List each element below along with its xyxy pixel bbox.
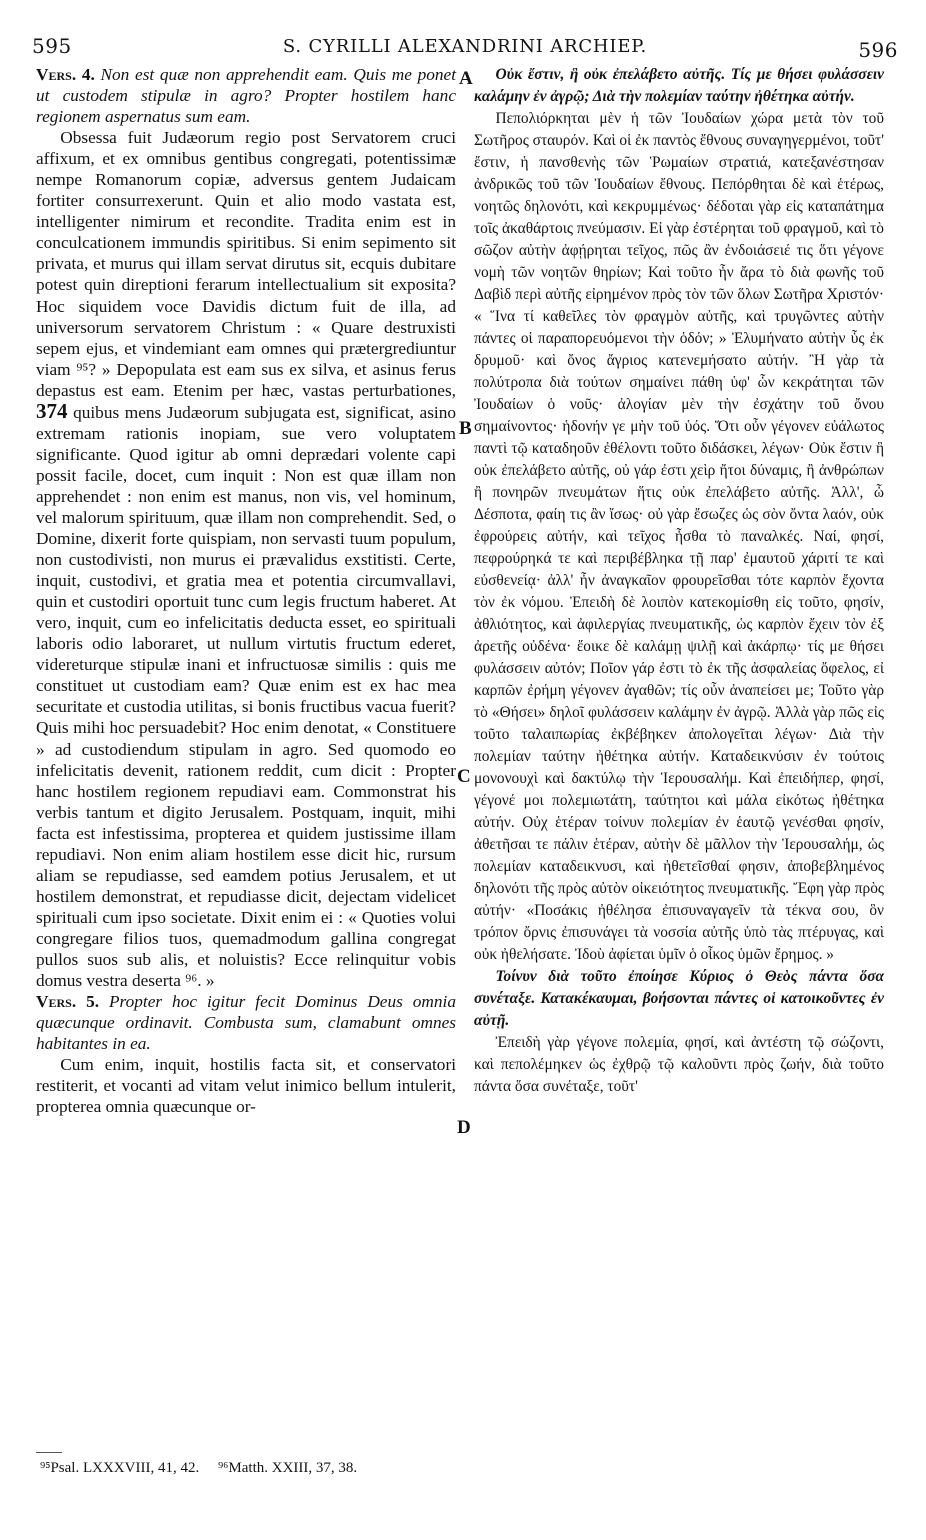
page-number-right: 596 bbox=[858, 38, 898, 62]
latin-paragraph-2: Cum enim, inquit, hostilis facta sit, et conservatori restiterit, et vocanti ad vitam velut inimico bellum intulerit, propterea omnia quæcunque or- bbox=[36, 1055, 456, 1117]
greek-paragraph-2: Ἐπειδὴ γὰρ γέγονε πολεμία, φησί, καὶ ἀντέστη τῷ σώζοντι, καὶ πεπολέμηκεν ὡς ἐχθρῷ τῷ καλοῦντι πρὸς ζωήν, διὰ τοῦτο πάντα ὅσα συνέταξε, τοῦτ' bbox=[474, 1034, 884, 1095]
column-number: 374 bbox=[36, 398, 68, 423]
footnotes bbox=[40, 1460, 640, 1477]
latin-verse-5 bbox=[36, 991, 456, 1054]
latin-paragraph-1 bbox=[36, 127, 456, 991]
greek-heading-2: Τοίνυν διὰ τοῦτο ἐποίησε Κύριος ὁ Θεὸς πάντα ὅσα συνέταξε. Κατακέκαυμαι, βοήσονται πάντες οἱ κατοικοῦντες ἐν αὐτῇ. bbox=[474, 968, 884, 1029]
margin-letter-c: C bbox=[457, 766, 471, 787]
footnote-95: Psal. LXXXVIII, 41, 42. bbox=[50, 1460, 200, 1476]
footnote-96: Matth. XXIII, 37, 38. bbox=[228, 1460, 358, 1476]
greek-column bbox=[474, 64, 884, 1098]
margin-letter-b: B bbox=[459, 418, 472, 439]
greek-heading-1: Οὐκ ἔστιν, ἣ οὐκ ἐπελάβετο αὐτῆς. Τίς με θήσει φυλάσσειν καλάμην ἐν ἀγρῷ; Διὰ τὴν πολεμίαν ταύτην ἠθέτηκα αὐτήν. bbox=[474, 66, 884, 105]
page-number-left: 595 bbox=[32, 34, 72, 58]
latin-p1-text: Obsessa fuit Judæorum regio post Servatorem cruci affixum, et ex omnibus gentibus congregati, potentissimæ nempe Romanorum copiæ, adversus gentem Judaicam fortiter consurrexerunt. Quin et alio modo vastata est, intelligenter nimirum et recondite. Tradita enim est in conculcationem immundis spiritibus. Si enim sepimento sit privata, et murus qui illam servat dirutus sit, ecquis dubitare potest quin direptioni ferarum intellectualium sit exposita? Hoc siquidem voce Davidis dictum fuit de illa, ad universorum servatorem Christum : « Quare destruxisti sepem ejus, et vindemiant eam omnes qui prætergrediuntur viam ⁹⁵? » Depopulata est eam sus ex silva, et asinus ferus depastus est eam. Etenim per hæc, vastas perturbationes, bbox=[36, 128, 456, 400]
verse-4-label: Vers. 4. bbox=[36, 65, 95, 84]
verse-4-text: Non est quæ non apprehendit eam. Quis me ponet ut custodem stipulæ in agro? Propter hostilem hanc regionem aspernatus sum eam. bbox=[36, 65, 456, 127]
verse-5-text: Propter hoc igitur fecit Dominus Deus omnia quæcunque ordinavit. Combusta sum, clamabunt omnes habitantes in ea. bbox=[36, 992, 456, 1054]
verse-5-label: Vers. 5. bbox=[36, 992, 100, 1012]
margin-letter-a: A bbox=[459, 68, 473, 89]
running-title: S. CYRILLI ALEXANDRINI ARCHIEP. bbox=[282, 36, 648, 57]
latin-verse-4 bbox=[36, 64, 456, 127]
margin-letter-d: D bbox=[457, 1117, 471, 1138]
page-header bbox=[28, 34, 902, 62]
footnote-95-mark: ⁹⁵ bbox=[40, 1460, 51, 1476]
latin-p1b-text: quibus mens Judæorum subjugata est, significat, asino extremam rationis inopiam, sue vero voluptatem significante. Quod igitur ab omni deprædari volente capi possit facile, docet, cum inquit : Non est quæ illam non apprehendet : non enim est manus, non vis, vel hominum, vel malorum spirituum, quæ illam non comprehendit. Sed, o Domine, dixerit forte quispiam, non servasti tuum populum, non custodivisti, non murus ei prævalidus exstitisti. Certe, inquit, custodivi, et gratia mea et potentia circumvallavi, quin et custodiri oportuit tunc cum legis fructum haberet. At vero, inquit, cum eo infelicitatis deducta esset, eo spirituali laboris odio laboraret, ut nullum virtutis fructum ederet, videreturque stipulæ inani et infructuosæ similis : quis me constituet ut custodiam eam? Quæ enim est ex hac mea securitate et custodia utilitas, si bonis fructibus vacua fuerit? Quis mihi hoc persuadebit? Hoc enim denotat, « Constituere » ad custodiendum stipulam in agro. Sed quomodo eo infelicitatis devenit, rationem reddit, cum dicit : Propter hanc hostilem regionem repudiavi eam. Commonstrat his verbis tantum et digito Jerusalem. Postquam, inquit, mihi facta est infestissima, propterea et quidem justissime illam repudiavi. Non enim aliam hostilem esse dicit hic, rursum aliam se repudiasse, sed eamdem potius Jerusalem, et ut hostilem demonstrat, et repudiasse dicit, dejectam videlicet spirituali cum ipso societate. Dixit enim ei : « Quoties volui congregare filios tuos, quemadmodum gallina congregat pullos suos sub alis, et noluistis? Ecce relinquitur vobis domus vestra deserta ⁹⁶. » bbox=[36, 402, 456, 991]
footnote-96-mark: ⁹⁶ bbox=[217, 1460, 229, 1476]
latin-column bbox=[36, 64, 456, 1117]
greek-paragraph-1: Πεπολιόρκηται μὲν ἡ τῶν Ἰουδαίων χώρα μετὰ τὸν τοῦ Σωτῆρος σταυρόν. Καὶ οἱ ἐκ παντὸς ἔθνους συναγηγερμένοι, τοῦτ' ἔστιν, ἡ πανσθενὴς τῶν Ῥωμαίων στρατιά, κατεξανέστησαν ἀνδρικῶς τοῦ τῶν Ἰουδαίων ἔθνους. Πεπόρθηται δὲ καὶ ἑτέρως, νοητῶς δηλονότι, καὶ κεκρυμμένως· δέδοται γὰρ εἰς καταπάτημα τοῖς ἀκαθάρτοις πνεύμασιν. Εἰ γὰρ ἐστέρηται τοῦ φραγμοῦ, καὶ τὸ σῶζον αὐτὴν ἀφῄρηται τεῖχος, πῶς ἂν ἐνδοιάσειέ τις ὅτι γέγονε νομὴ τῶν νοητῶν θηρίων; Καὶ τοῦτο ἦν ἄρα τὸ διὰ φωνῆς τοῦ Δαβὶδ περὶ αὐτῆς εἰρημένον πρὸς τὸν τῶν ὅλων Σωτῆρα Χριστόν· « Ἵνα τί καθεῖλες τὸν φραγμὸν αὐτῆς, καὶ τρυγῶντες αὐτὴν πάντες οἱ παραπορευόμενοι τὴν ὁδόν; » Ἐλυμήνατο αὐτὴν ὗς ἐκ δρυμοῦ· καὶ ὄνος ἄγριος κατενεμήσατο αὐτήν. Ἢ γὰρ τὰ πολύτροπα διὰ τούτων σημαίνει πάθη ὑφ' ὧν κεκράτηται τῶν Ἰουδαίων ὁ νοῦς· ἀλογίαν μὲν τὴν ἐσχάτην τοῦ ὄνου σημαίνοντος· ἡδονήν γε μὴν τοῦ ὑός. Ὅτι οὖν γέγονεν εὐάλωτος παντὶ τῷ καταδηοῦν ἐθέλοντι τοῦτο διδάσκει, λέγων· Οὐκ ἔστιν ἣ οὐκ ἐπελάβετο αὐτῆς, οὐ γάρ ἐστι χεὶρ ἤτοι δύναμις, ἢ ἀνθρώπων ἢ πονηρῶν πνευμάτων ἥτις οὐκ ἐπελάβετο αὐτῆς. Ἀλλ', ὦ Δέσποτα, φαίη τις ἂν ἴσως· οὐ γὰρ ἔσωζες ὡς σὸν ὄντα λαόν, οὐκ ἐφρούρεις αὐτήν, καὶ τεῖχος ἦσθα τὸ παναλκές. Ναί, φησί, πεφρούρηκά τε καὶ περιβέβληκα τῇ παρ' ἐμαυτοῦ χάριτί τε καὶ εὐσθενείᾳ· ἀλλ' ἦν ἀναγκαῖον φρουρεῖσθαι τότε καρπὸν ἔχοντα τὸν ἐκ νόμου. Ἐπειδὴ δὲ λοιπὸν κατεκομίσθη εἰς τοῦτο, φησίν, ἀθλιότητος, καὶ ἀφιλεργίας πνευματικῆς, ὡς καρπὸν ἔχειν τὸν ἐξ ἀρετῆς οὐδένα· ἔοικε δὲ καλάμῃ ψιλῇ καὶ ἀκάρπῳ· τίς με θήσει φυλάσσειν αὐτόν; Ποῖον γάρ ἐστι τὸ ἐκ τῆς ἀσφαλείας ὄφελος, εἰ καρπῶν ἐρήμη γέγονεν ἀγαθῶν; τίς οὖν ἀναπείσει με; Τοῦτο γὰρ τὸ «Θήσει» δηλοῖ φυλάσσειν καλάμην ἐν ἀγρῷ. Ἀλλὰ γὰρ πῶς εἰς τοῦτο ταλαιπωρίας ἐκβέβηκεν ἀπολογεῖται λέγων· Διὰ τὴν πολεμίαν ταύτην ἠθέτηκα αὐτήν. Καταδεικνύσιν ἐν τούτοις μονονουχὶ καὶ δακτύλῳ τὴν Ἱερουσαλήμ. Καὶ ἐπειδήπερ, φησί, γέγονέ μοι πολεμιωτάτη, ταύτητοι καὶ μάλα εἰκότως ἠθέτηκα αὐτήν. Οὐχ ἑτέραν τοίνυν πολεμίαν ἐν ἑαυτῷ γενέσθαι φησίν, ἀθετῆσαι τε πάλιν ἑτέραν, αὐτὴν δὲ μᾶλλον τὴν Ἱερουσαλήμ, ὡς πολεμίαν καταδεικνυσι, καὶ ἠθετεῖσθαί φησιν, ἀποβεβλημένος δηλονότι τῆς πρὸς αὐτὸν οἰκειότητος πνευματικῆς. Ἔφη γὰρ πρὸς αὐτήν· «Ποσάκις ἠθέλησα ἐπισυναγαγεῖν τὰ τέκνα σου, ὃν τρόπον ὄρνις ἐπισυνάγει τὰ νοσσία αὐτῆς ὑπὸ τὰς πτέρυγας, καὶ οὐκ ἠθελήσατε. Ἰδοὺ ἀφίεται ὑμῖν ὁ οἶκος ὑμῶν ἔρημος. » bbox=[474, 110, 884, 963]
footnote-rule bbox=[36, 1452, 62, 1453]
